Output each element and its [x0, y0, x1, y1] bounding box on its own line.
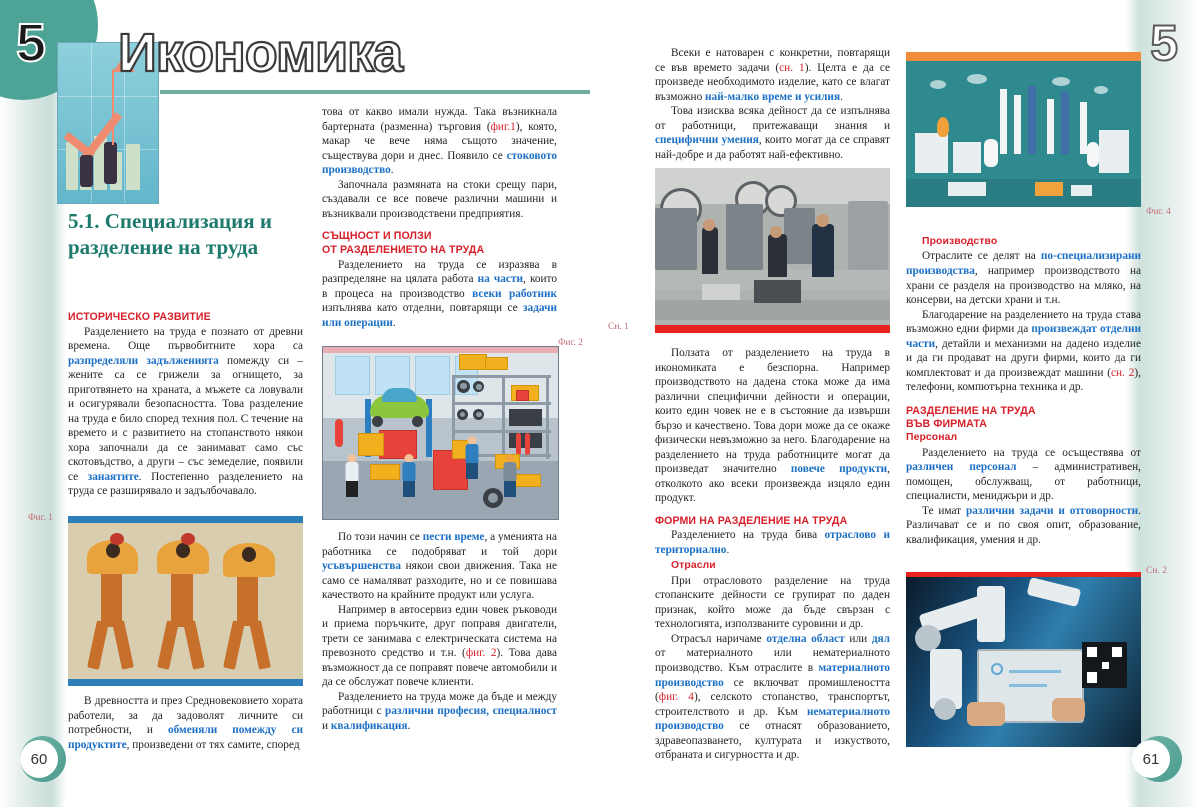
col4-paragraph-2: Благодарение на разделението на труда става възможно едни фирми да произвеждат отделни части, детайли и механизми на дадено изделие и да ги продават на други фирми, които да ги комплектоват и да произвеждат машини (сн. 2), телефони, компютърна техника и др. [906, 308, 1141, 394]
col1-heading: ИСТОРИЧЕСКО РАЗВИТИЕ [68, 311, 211, 323]
column-1 [68, 305, 303, 499]
column-4-upper [906, 236, 1141, 547]
col2-paragraph-3: Разделението на труда се изразява в разпределяне на цялата работа на части, които в процеса на производство всеки работник изпълнява като отделни, повтарящи се задачи или операции. [322, 258, 557, 329]
col3-paragraph-2: Това изисква всяка дейност да се изпълнява от работници, притежаващи знания и специфични умения, които могат да се справят най-добре и да работят най-ефективно. [655, 105, 890, 161]
column-2-lower [322, 530, 557, 733]
column-1-lower [68, 694, 303, 752]
column-2-upper [322, 105, 557, 330]
col1-paragraph-1: Разделението на труда е познато от древни времена. Още първобитните хора са разпределяли задълженията помежду си – жените са се грижели за огнището, за приготвянето на храната, а мъжете са ловували и осигурявали безопасността. Това разделение на труда е било според техния пол. С течение на времето и с развитието на стопанството някои хора започнали да се занимават само със скотовъдство, а други – със земеделие, появили се занаятите. Постепенно разделението на труда се разширявало и задълбочавало. [68, 325, 304, 498]
column-3-lower [655, 346, 890, 763]
auto-service-illustration [323, 347, 558, 519]
col2-heading-line2: ОТ РАЗДЕЛЕНИЕТО НА ТРУДА [322, 243, 485, 256]
col4-heading-production: Производство [922, 236, 998, 247]
col1-paragraph-2: В древността и през Средновековието хората работели, за да задоволят личните си потребности, и обменяли помежду си продуктите, произведени от тях самите, според [68, 695, 303, 751]
col2-paragraph-1: това от какво имали нужда. Така възникнала бартерната (разменна) търговия (фиг.1), която, макар че вече няма същото значение, съществува дори и днес. Появило се стоковото производство. [322, 106, 557, 177]
page-title: Икономика [118, 23, 403, 83]
col3-heading-otrasli: Отрасли [671, 560, 716, 572]
section-title: 5.1. Специализация и разделение на труда [68, 209, 272, 260]
sn1-image [655, 168, 890, 333]
sn2-image [906, 572, 1141, 747]
col2-paragraph-5: Например в автосервиз един човек ръководи и приема поръчките, друг поправя двигатели, трети се занимава с електрическата система на превозното средство и т.н. (фиг. 2). Това дава възможност да се поправят повече автомобили и да се обслужат повече клиенти. [322, 603, 557, 689]
page-number-left: 60 [20, 740, 58, 778]
fig2-caption: Фиг. 2 [558, 338, 583, 348]
sn2-caption: Сн. 2 [1146, 566, 1167, 576]
col2-paragraph-4: По този начин се пести време, а уменията на работника се подобряват и той дори усъвършенства някои свои движения. Така не само се намаляват разходите, но и се повишава качеството на крайните продукт или услуга. [322, 531, 557, 602]
fig4-caption: Фиг. 4 [1146, 207, 1171, 217]
col3-heading-forms: ФОРМИ НА РАЗДЕЛЕНИЕ НА ТРУДА [655, 514, 848, 527]
factory-workshop-photo [655, 168, 890, 333]
col3-paragraph-4: Разделението на труда бива отраслово и териториално. [655, 529, 890, 556]
col3-paragraph-6: Отрасъл наричаме отделна област или дял от материалното или нематериалното производство. Към отраслите в материалното производство се включват промишлеността (фиг. 4), селското стопанство, транспортът, строителството и др. Към нематериалното производство се отнасят образованието, здравеопазването, културата и изкуството, отбраната и сигурността и др. [655, 632, 890, 762]
col3-paragraph-1: Всеки е натоварен с конкретни, повтарящи се във времето задачи (сн. 1). Целта е да се произведе необходимото изделие, като се влагат възможно най-малко време и усилия. [655, 47, 891, 103]
industrial-plant-illustration [906, 52, 1141, 207]
fig1-image [68, 516, 303, 686]
egyptian-mural-illustration [68, 516, 303, 686]
col3-paragraph-3: Ползата от разделението на труда в икономиката е безспорна. Например производството на дадена стока може да има различни специфични дейности и операции, които един човек не е в състояние да извърши бързо и качествено. Това дори може да се окаже физически невъзможно за него. Благодарение на разделението на труда работниците могат да произведат значително повече продукти, отколкото ако всеки произвежда изцяло един продукт. [655, 347, 890, 505]
col3-paragraph-5: При отрасловото разделение на труда стопанските дейности се групират по даден признак, който може да бъде свързан с технологията, използваните суровини и др. [655, 574, 890, 631]
col4-paragraph-4: Те имат различни задачи и отговорности. Различават се и по своя опит, образование, квалификация, умения и др. [906, 504, 1141, 546]
fig2-image [322, 346, 559, 520]
robotic-arm-tablet-photo [906, 572, 1141, 747]
col4-paragraph-3: Разделението на труда се осъществява от различен персонал – административен, помощен, обслужващ, от работници, специалисти, мениджъри и др. [906, 446, 1141, 503]
fig4-image [906, 52, 1141, 207]
title-underline-rule [160, 90, 590, 94]
page-number-right: 61 [1132, 740, 1170, 778]
chapter-number-right: 5 [1150, 15, 1178, 71]
chapter-number-left: 5 [16, 13, 47, 73]
col2-paragraph-6: Разделението на труда може да бъде и между работници с различни професия, специалност и квалификация. [322, 690, 557, 732]
col4-heading-personnel: Персонал [906, 432, 958, 444]
col2-paragraph-2: Започнала размяната на стоки срещу пари, създавали се все повече различни машини и възниквали производствени предприятия. [322, 178, 557, 220]
col2-heading-line1: СЪЩНОСТ И ПОЛЗИ [322, 230, 432, 243]
col4-heading-division-2: ВЪВ ФИРМАТА [906, 418, 988, 431]
column-3-upper [655, 46, 890, 162]
col4-heading-division-1: РАЗДЕЛЕНИЕ НА ТРУДА [906, 404, 1036, 417]
sn1-caption: Сн. 1 [608, 322, 629, 332]
fig1-caption: Фиг. 1 [28, 513, 53, 523]
col4-paragraph-1: Отраслите се делят на по-специализирани производства, например производството на храни се разделя на производство на мляко, на консерви, на детски храни и т.н. [906, 250, 1141, 307]
